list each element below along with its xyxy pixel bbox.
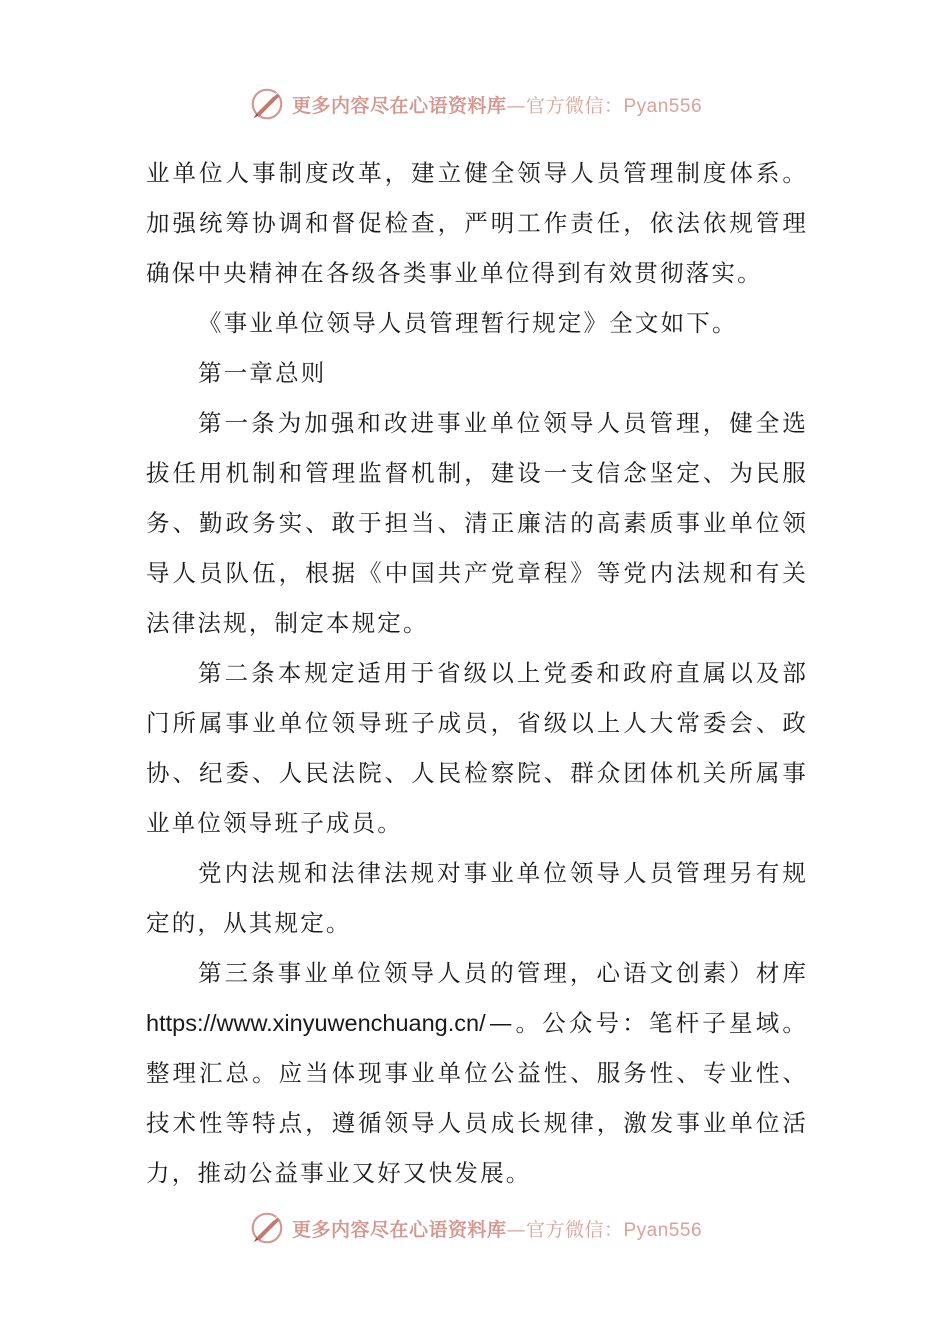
footer-watermark bbox=[0, 1206, 950, 1250]
paragraph-line: 党 内 法 规 和 法 律 法 规 对 事 业 单 位 领 导 人 员 管 理 另 有 规 bbox=[198, 859, 806, 887]
watermark-text: 更多内容尽在心语资料库—官方微信：Pyan556 bbox=[291, 94, 703, 117]
paragraph-line: 门 所 属 事 业 单 位 领 导 班 子 成 员 ， 省 级 以 上 人 大 常 委 会 、 政 bbox=[146, 709, 806, 737]
paragraph-line: 协 、 纪 委 、 人 民 法 院 、 人 民 检 察 院 、 群 众 团 体 机 关 所 属 事 bbox=[146, 759, 806, 787]
pen-logo-icon bbox=[248, 85, 286, 123]
chapter-heading: 第一章总则 bbox=[198, 359, 327, 387]
paragraph-line: 法律法规，制定本规定。 bbox=[146, 609, 429, 637]
paragraph-line: 第 一 条 为 加 强 和 改 进 事 业 单 位 领 导 人 员 管 理 ， 健 全 选 bbox=[198, 409, 806, 437]
paragraph-line: 整 理 汇 总 。 应 当 体 现 事 业 单 位 公 益 性 、 服 务 性 、 专 业 性 、 bbox=[146, 1059, 806, 1087]
paragraph-line: 第 二 条 本 规 定 适 用 于 省 级 以 上 党 委 和 政 府 直 属 以 及 部 bbox=[198, 659, 806, 687]
paragraph-line: 业 单 位 人 事 制 度 改 革 ， 建 立 健 全 领 导 人 员 管 理 制 度 体 系 。 bbox=[146, 159, 806, 187]
paragraph-line: 技 术 性 等 特 点 ， 遵 循 领 导 人 员 成 长 规 律 ， 激 发 事 业 单 位 活 bbox=[146, 1109, 806, 1137]
paragraph-line: 第 三 条 事 业 单 位 领 导 人 员 的 管 理 ， 心 语 文 创 素 ） 材 库 bbox=[198, 959, 806, 987]
watermark-text: 更多内容尽在心语资料库—官方微信：Pyan556 bbox=[291, 1218, 703, 1241]
paragraph-line: 加 强 统 筹 协 调 和 督 促 检 查 ， 严 明 工 作 责 任 ， 依 法 依 规 管 理 bbox=[146, 209, 806, 237]
paragraph-line: 力，推动公益事业又好又快发展。 bbox=[146, 1159, 532, 1187]
paragraph-line: 务 、 勤 政 务 实 、 敢 于 担 当 、 清 正 廉 洁 的 高 素 质 事 业 单 位 领 bbox=[146, 509, 806, 537]
pen-logo-icon bbox=[248, 1209, 286, 1247]
paragraph-line-url: https://www.xinyuwenchuang.cn/ — 。 公 众 号 ： 笔 杆 子 星 域 。 bbox=[146, 1009, 806, 1037]
paragraph-line: 《事业单位领导人员管理暂行规定》全文如下。 bbox=[198, 309, 738, 337]
paragraph-line: 确保中央精神在各级各类事业单位得到有效贯彻落实。 bbox=[146, 259, 763, 287]
paragraph-line: 拔 任 用 机 制 和 管 理 监 督 机 制 ， 建 设 一 支 信 念 坚 定 、 为 民 服 bbox=[146, 459, 806, 487]
paragraph-line: 导 人 员 队 伍 ， 根 据 《 中 国 共 产 党 章 程 》 等 党 内 法 规 和 有 关 bbox=[146, 559, 806, 587]
header-watermark bbox=[0, 82, 950, 126]
paragraph-line: 业单位领导班子成员。 bbox=[146, 809, 403, 837]
paragraph-line: 定的，从其规定。 bbox=[146, 909, 352, 937]
document-body bbox=[146, 148, 806, 1198]
